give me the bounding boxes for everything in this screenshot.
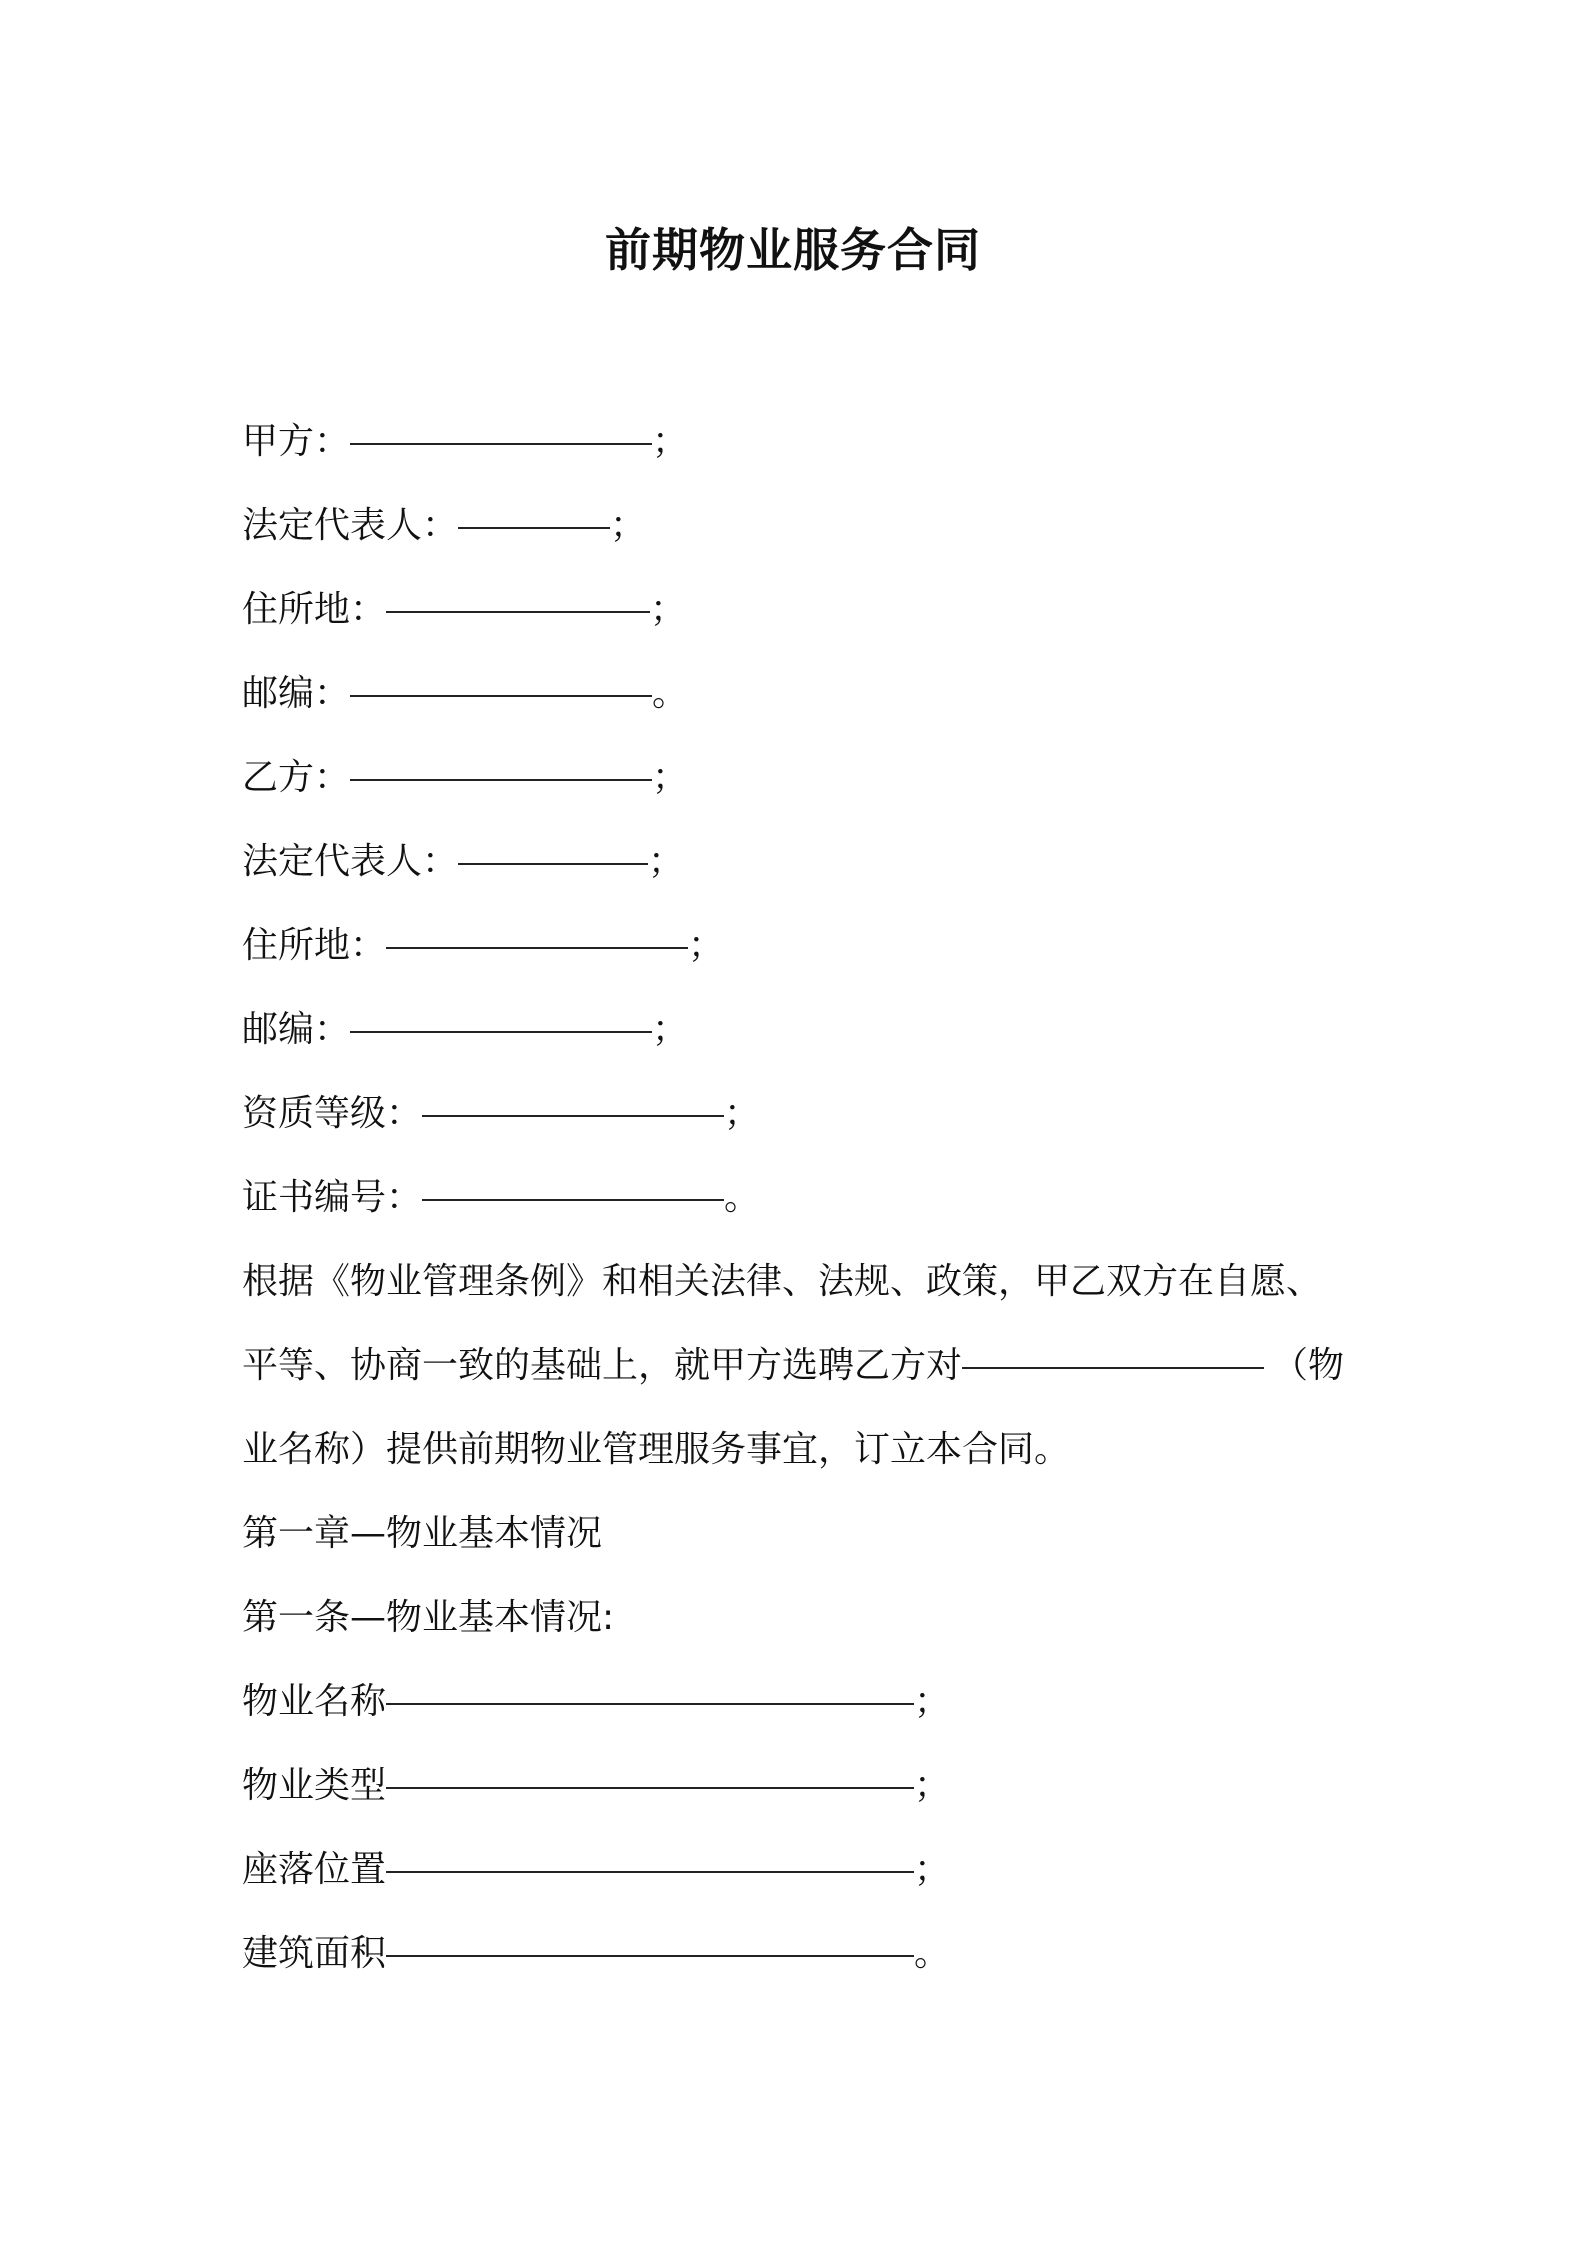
party-b-certificate-label: 证书编号：	[242, 1177, 423, 1218]
preamble-line-3: 业名称）提供前期物业管理服务事宜，订立本合同。	[242, 1429, 1071, 1470]
property-location-label: 座落位置	[242, 1849, 387, 1890]
property-name-field-blank[interactable]	[386, 1703, 914, 1705]
party-b-qualification-blank[interactable]	[422, 1115, 724, 1117]
document-title: 前期物业服务合同	[605, 223, 981, 277]
party-b-address-end: ；	[688, 925, 725, 966]
property-name-blank[interactable]	[962, 1367, 1264, 1369]
property-location-end: ；	[914, 1849, 951, 1890]
party-b-address-label: 住所地：	[242, 925, 387, 966]
party-b-postcode-label: 邮编：	[242, 1009, 351, 1050]
preamble-row-3	[242, 1408, 1362, 1492]
preamble-row-1	[242, 1240, 1362, 1324]
party-b-certificate-end: 。	[724, 1177, 761, 1218]
preamble-line-1: 根据《物业管理条例》和相关法律、法规、政策，甲乙双方在自愿、	[242, 1261, 1323, 1302]
party-a-address-label: 住所地：	[242, 589, 387, 630]
party-b-rep-label: 法定代表人：	[242, 841, 459, 882]
party-b-qualification-label: 资质等级：	[242, 1093, 423, 1134]
party-b-rep-end: ；	[648, 841, 685, 882]
party-a-rep-label: 法定代表人：	[242, 505, 459, 546]
party-b-rep-line	[242, 834, 684, 890]
party-a-postcode-blank[interactable]	[350, 695, 652, 697]
party-b-qualification-end: ；	[724, 1093, 761, 1134]
party-b-name-line	[242, 750, 688, 806]
preamble-line-2-before: 平等、协商一致的基础上，就甲方选聘乙方对	[242, 1345, 963, 1386]
party-a-rep-end: ；	[610, 505, 647, 546]
party-b-name-label: 乙方：	[242, 757, 351, 798]
preamble-row-2	[242, 1324, 1362, 1408]
party-b-certificate-line	[242, 1170, 760, 1226]
preamble-paragraph	[242, 1240, 1362, 1492]
party-b-address-line	[242, 918, 724, 974]
party-a-name-line	[242, 414, 688, 470]
party-a-postcode-end: 。	[652, 673, 689, 714]
party-b-rep-blank[interactable]	[458, 863, 648, 865]
property-type-field-blank[interactable]	[386, 1787, 914, 1789]
party-b-name-blank[interactable]	[350, 779, 652, 781]
party-b-address-blank[interactable]	[386, 947, 688, 949]
party-a-address-blank[interactable]	[386, 611, 650, 613]
party-a-postcode-label: 邮编：	[242, 673, 351, 714]
chapter-1-heading-text: 第一章—物业基本情况	[242, 1513, 603, 1554]
party-b-certificate-blank[interactable]	[422, 1199, 724, 1201]
property-field-row	[242, 1758, 950, 1814]
party-a-rep-line	[242, 498, 646, 554]
property-name-label: 物业名称	[242, 1681, 387, 1722]
party-a-rep-blank[interactable]	[458, 527, 610, 529]
party-b-qualification-line	[242, 1086, 760, 1142]
party-b-postcode-line	[242, 1002, 688, 1058]
property-field-row	[242, 1842, 950, 1898]
property-field-row	[242, 1674, 950, 1730]
property-field-row	[242, 1926, 950, 1982]
party-a-address-end: ；	[650, 589, 687, 630]
party-b-postcode-end: ；	[652, 1009, 689, 1050]
chapter-1-heading	[242, 1506, 602, 1562]
party-a-postcode-line	[242, 666, 688, 722]
party-a-name-blank[interactable]	[350, 443, 652, 445]
property-type-end: ；	[914, 1765, 951, 1806]
preamble-line-2-after: （物	[1272, 1345, 1345, 1386]
party-a-address-line	[242, 582, 686, 638]
property-type-label: 物业类型	[242, 1765, 387, 1806]
property-name-end: ；	[914, 1681, 951, 1722]
property-area-end: 。	[914, 1933, 951, 1974]
property-location-field-blank[interactable]	[386, 1871, 914, 1873]
party-a-name-label: 甲方：	[242, 421, 351, 462]
article-1-heading-text: 第一条—物业基本情况:	[242, 1597, 615, 1638]
party-a-name-end: ；	[652, 421, 689, 462]
property-area-label: 建筑面积	[242, 1933, 387, 1974]
party-b-postcode-blank[interactable]	[350, 1031, 652, 1033]
property-area-field-blank[interactable]	[386, 1955, 914, 1957]
party-b-name-end: ；	[652, 757, 689, 798]
article-1-heading	[242, 1590, 614, 1646]
